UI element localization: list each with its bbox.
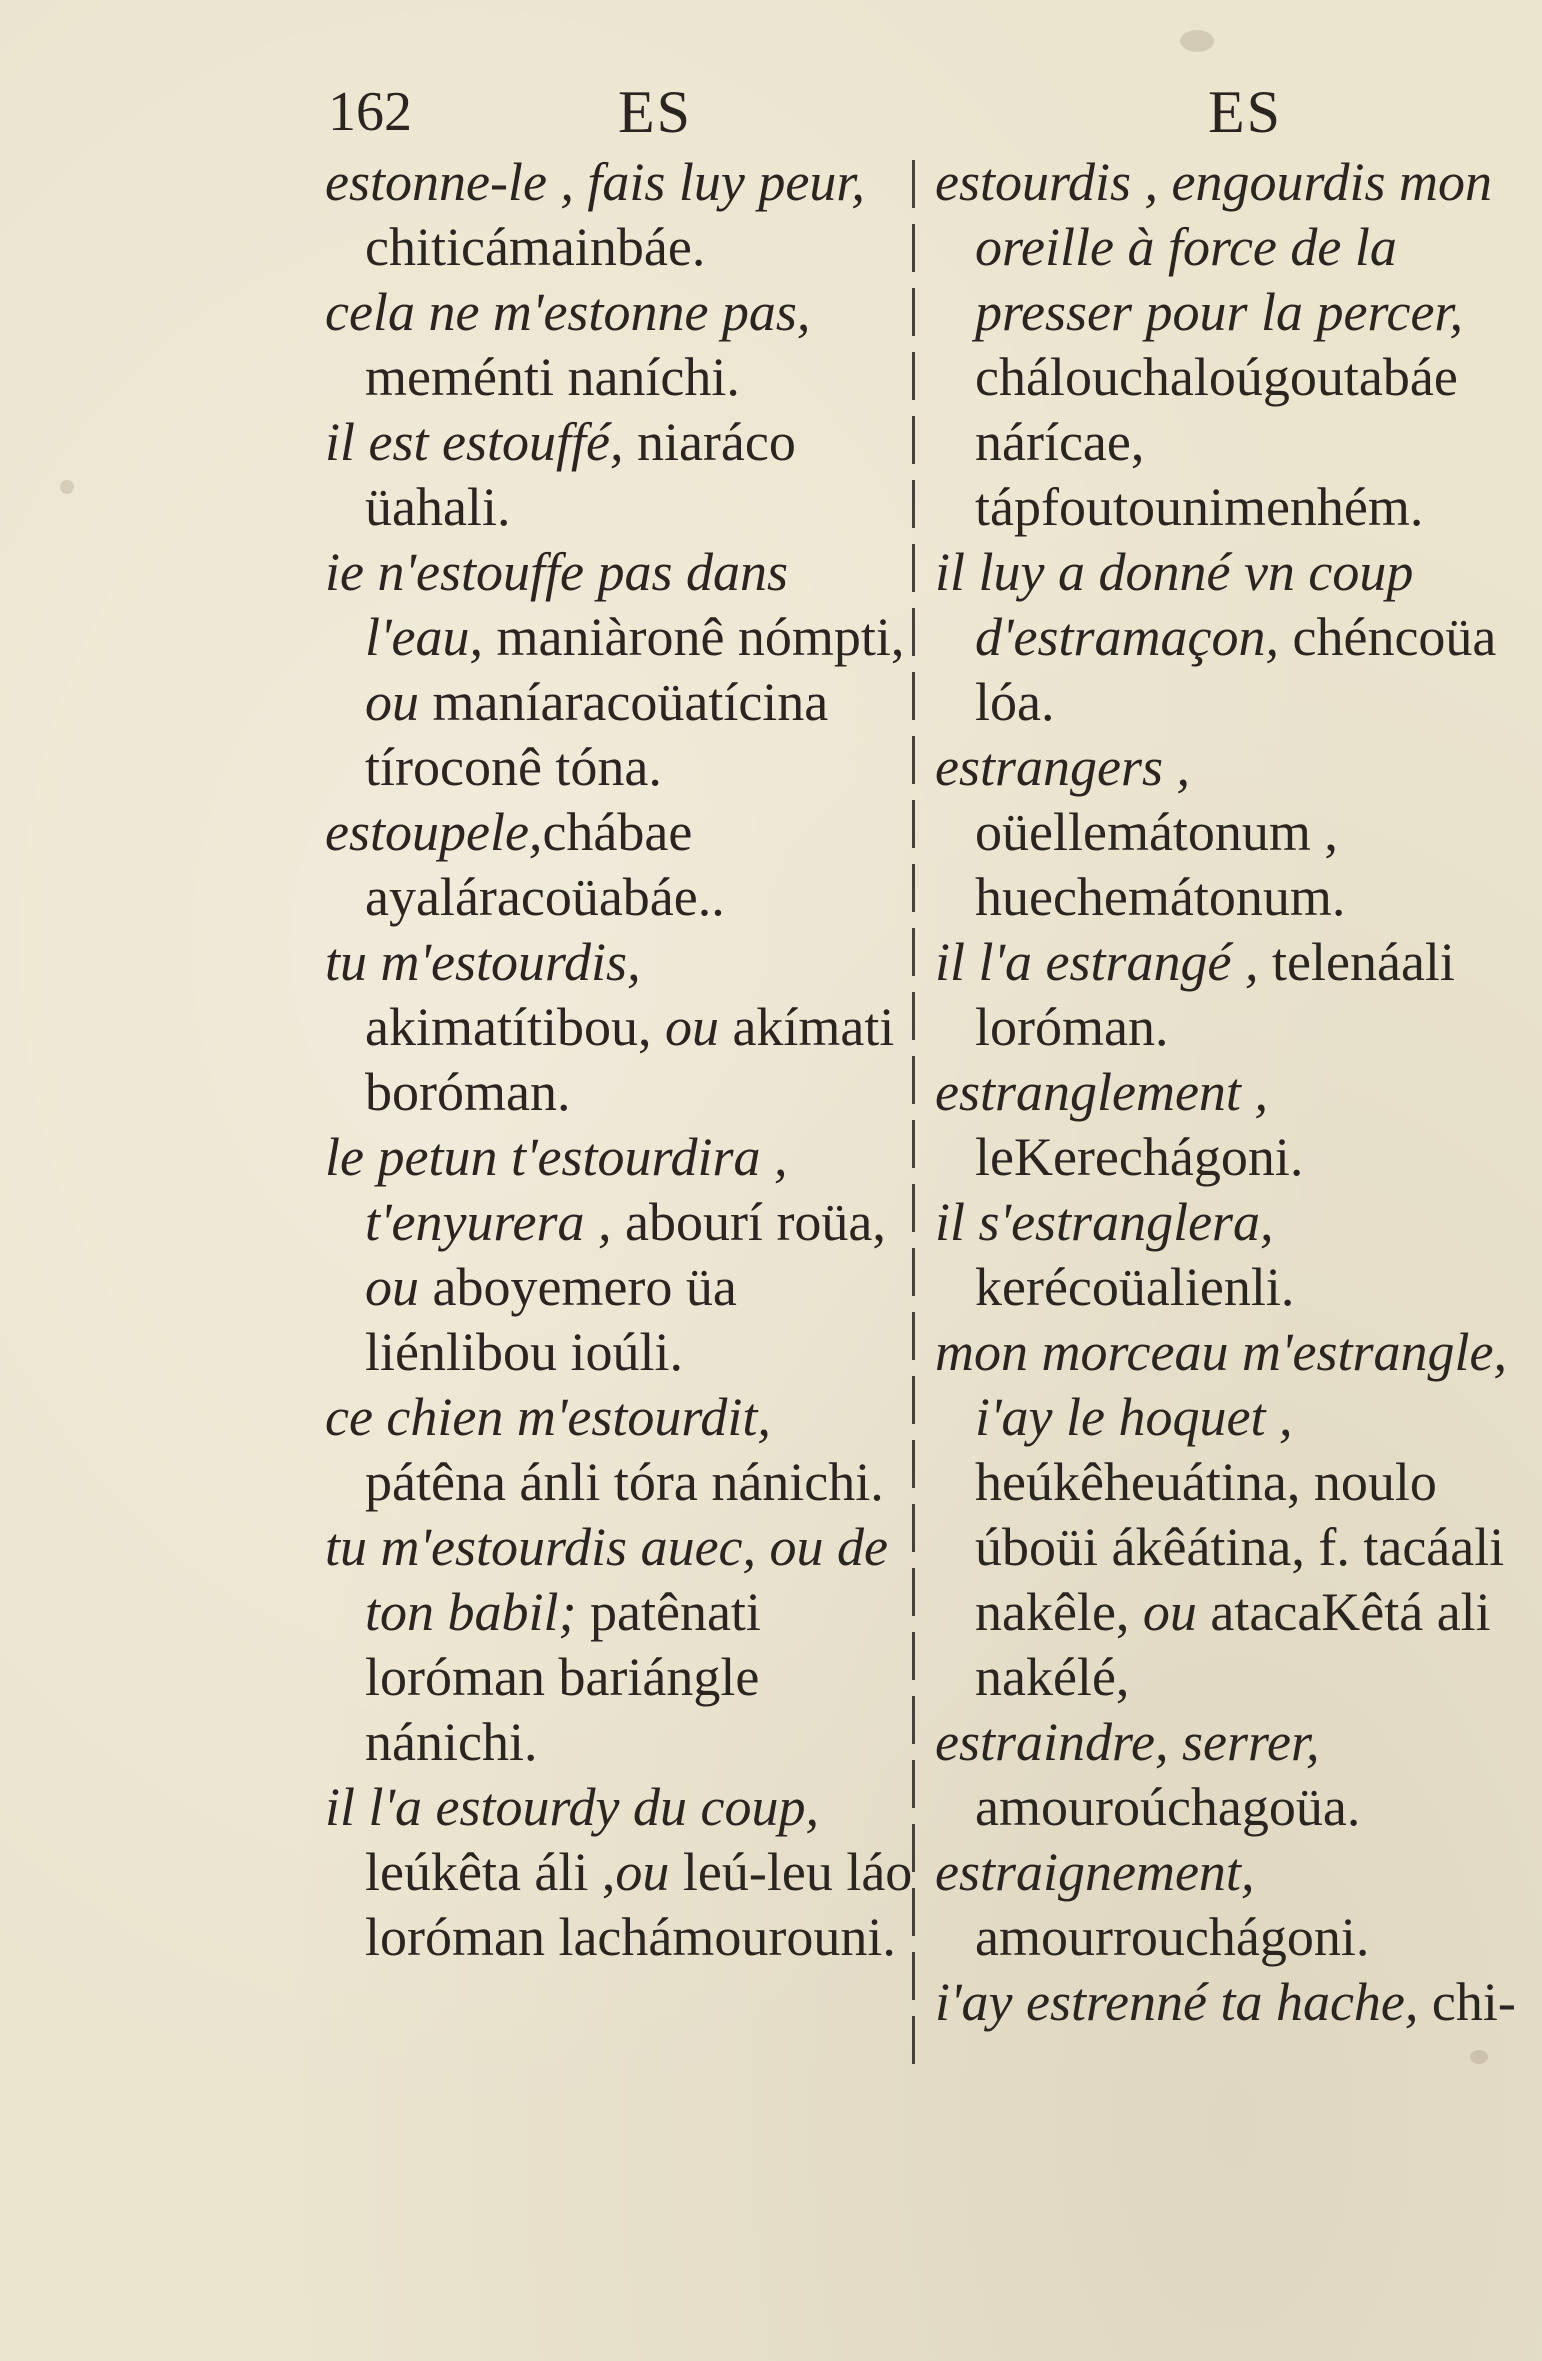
page-number: 162 bbox=[328, 81, 412, 143]
french-headword: il l'a estourdy du coup, bbox=[325, 1777, 819, 1837]
carib-translation: chálouchaloúgoutabáe nárícae, tápfoutounimenhém. bbox=[975, 347, 1458, 537]
dictionary-entry bbox=[935, 1970, 1535, 2035]
french-headword: il luy a donné vn coup d'estramaçon, bbox=[935, 542, 1414, 667]
dictionary-entry bbox=[325, 1385, 915, 1515]
dictionary-entry bbox=[325, 280, 915, 410]
carib-translation: maniàronê nómpti, bbox=[483, 607, 905, 667]
french-headword: cela ne m'estonne pas, bbox=[325, 282, 811, 342]
dictionary-entry bbox=[935, 1840, 1535, 1970]
french-headword: il s'estranglera, bbox=[935, 1192, 1274, 1252]
french-headword: le petun t'estourdira , t'enyurera , bbox=[325, 1127, 788, 1252]
carib-translation: pátêna ánli tóra nánichi. bbox=[365, 1452, 884, 1512]
french-headword: il est estouffé, bbox=[325, 412, 624, 472]
dictionary-entry bbox=[935, 150, 1535, 540]
french-headword: mon morceau m'estrangle, i'ay le hoquet , bbox=[935, 1322, 1507, 1447]
dictionary-entry bbox=[935, 930, 1535, 1060]
carib-translation: oüellemátonum , huechemátonum. bbox=[975, 802, 1346, 927]
carib-translation: meménti naníchi. bbox=[365, 347, 740, 407]
french-headword: tu m'estourdis auec, ou de ton babil; bbox=[325, 1517, 888, 1642]
french-headword: estranglement , bbox=[935, 1062, 1268, 1122]
dictionary-entry bbox=[935, 735, 1535, 930]
left-column bbox=[325, 150, 915, 1970]
carib-translation-alt: leú-leu láo loróman lachámourouni. bbox=[365, 1842, 913, 1967]
carib-translation: chéncoüa lóa. bbox=[975, 607, 1497, 732]
dictionary-entry bbox=[935, 1320, 1535, 1710]
carib-translation: patênati loróman bariángle nánichi. bbox=[365, 1582, 761, 1772]
dictionary-entry bbox=[325, 800, 915, 930]
french-conjunction: ou bbox=[615, 1842, 670, 1902]
running-header bbox=[328, 70, 1288, 150]
french-headword: tu m'estourdis, bbox=[325, 932, 641, 992]
carib-translation: chiticámainbáe. bbox=[365, 217, 706, 277]
french-conjunction: ou bbox=[365, 672, 419, 732]
dictionary-entry bbox=[325, 1125, 915, 1385]
carib-translation: leKerechágoni. bbox=[975, 1127, 1304, 1187]
carib-translation-alt: akímati boróman. bbox=[365, 997, 895, 1122]
running-head-left: ES bbox=[618, 79, 693, 145]
french-headword: estraindre, serrer, bbox=[935, 1712, 1320, 1772]
french-conjunction: ou bbox=[651, 997, 719, 1057]
carib-translation: heúkêheuátina, noulo úboüi ákêátina, f. tacáali nakêle, bbox=[975, 1452, 1505, 1642]
french-headword: il l'a estrangé , bbox=[935, 932, 1259, 992]
dictionary-entry bbox=[325, 1515, 915, 1775]
right-column bbox=[935, 150, 1535, 2035]
carib-translation: amourrouchágoni. bbox=[975, 1907, 1370, 1967]
french-headword: estrangers , bbox=[935, 737, 1190, 797]
carib-translation-alt: maníaracoüatícina tíroconê tóna. bbox=[365, 672, 829, 797]
carib-translation: chábae ayaláracoüabáe.. bbox=[365, 802, 725, 927]
french-headword: ie n'estouffe pas dans l'eau, bbox=[325, 542, 789, 667]
carib-translation: kerécoüalienli. bbox=[975, 1257, 1295, 1317]
french-headword: estourdis , engourdis mon oreille à force de la presser pour la percer, bbox=[935, 152, 1493, 342]
dictionary-entry bbox=[935, 540, 1535, 735]
carib-translation-alt: aboyemero üa liénlibou ioúli. bbox=[365, 1257, 737, 1382]
carib-translation-alt: atacaKêtá ali nakélé, bbox=[975, 1582, 1491, 1707]
dictionary-entry bbox=[325, 410, 915, 540]
carib-translation: niaráco üahali. bbox=[365, 412, 796, 537]
paper-stain bbox=[1180, 30, 1214, 52]
running-head-right: ES bbox=[1208, 79, 1283, 145]
paper-stain bbox=[1470, 2050, 1488, 2064]
carib-translation: amouroúchagoüa. bbox=[975, 1777, 1361, 1837]
french-conjunction: ou bbox=[1129, 1582, 1197, 1642]
carib-translation: chi- bbox=[1418, 1972, 1516, 2032]
dictionary-entry bbox=[325, 1775, 915, 1970]
french-headword: ce chien m'estourdit, bbox=[325, 1387, 771, 1447]
paper-stain bbox=[60, 480, 74, 494]
dictionary-entry bbox=[935, 1710, 1535, 1840]
carib-translation: abourí roüa, bbox=[611, 1192, 886, 1252]
dictionary-entry bbox=[325, 150, 915, 280]
french-headword: estraignement, bbox=[935, 1842, 1255, 1902]
dictionary-entry bbox=[325, 540, 915, 800]
french-headword: estoupele, bbox=[325, 802, 543, 862]
french-conjunction: ou bbox=[365, 1257, 419, 1317]
carib-translation: leúkêta áli , bbox=[365, 1842, 616, 1902]
dictionary-entry bbox=[325, 930, 915, 1125]
french-headword: estonne-le , fais luy peur, bbox=[325, 152, 865, 212]
french-headword: i'ay estrenné ta hache, bbox=[935, 1972, 1419, 2032]
carib-translation: telenáali loróman. bbox=[975, 932, 1455, 1057]
carib-translation: akimatítibou, bbox=[365, 997, 652, 1057]
dictionary-entry bbox=[935, 1190, 1535, 1320]
dictionary-entry bbox=[935, 1060, 1535, 1190]
